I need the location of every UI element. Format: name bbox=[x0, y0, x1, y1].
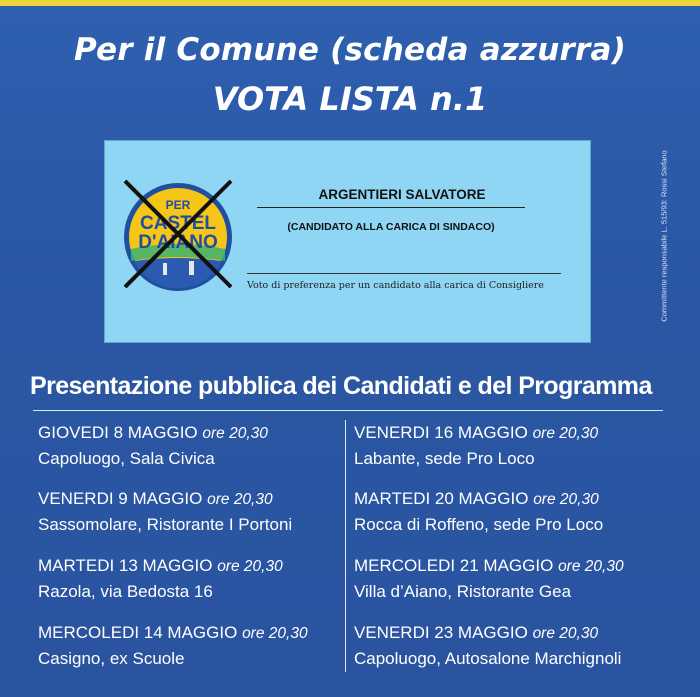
header-line-2: VOTA LISTA n.1 bbox=[212, 80, 488, 118]
event-date: GIOVEDI 8 MAGGIO bbox=[38, 423, 198, 442]
event-place: Casigno, ex Scuole bbox=[38, 649, 185, 668]
event-date: VENERDI 23 MAGGIO bbox=[354, 623, 528, 642]
preference-write-line bbox=[247, 273, 561, 274]
event-place: Capoluogo, Sala Civica bbox=[38, 449, 215, 468]
event-item bbox=[354, 486, 603, 537]
event-time: ore 20,30 bbox=[207, 491, 273, 508]
event-item bbox=[354, 420, 598, 471]
event-time: ore 20,30 bbox=[217, 558, 283, 575]
event-time: ore 20,30 bbox=[202, 425, 268, 442]
top-edge-stripe bbox=[0, 0, 700, 6]
logo-text-bottom: D'AIANO bbox=[138, 232, 218, 253]
event-place: Villa d’Aiano, Ristorante Gea bbox=[354, 582, 572, 601]
event-time: ore 20,30 bbox=[558, 558, 624, 575]
events-column-divider bbox=[345, 420, 346, 672]
event-place: Razola, via Bedosta 16 bbox=[38, 582, 213, 601]
event-item bbox=[38, 620, 308, 671]
event-item bbox=[38, 486, 292, 537]
event-place: Labante, sede Pro Loco bbox=[354, 449, 535, 468]
event-place: Capoluogo, Autosalone Marchignoli bbox=[354, 649, 622, 668]
event-time: ore 20,30 bbox=[242, 625, 308, 642]
logo-tower-1 bbox=[163, 263, 167, 275]
event-item bbox=[38, 553, 283, 604]
event-date: VENERDI 16 MAGGIO bbox=[354, 423, 528, 442]
header-line-1: Per il Comune (scheda azzurra) bbox=[73, 32, 627, 68]
event-item bbox=[38, 420, 268, 471]
event-date: VENERDI 9 MAGGIO bbox=[38, 489, 203, 508]
logo-tower-2 bbox=[189, 261, 194, 275]
candidate-name: ARGENTIERI SALVATORE bbox=[318, 187, 486, 202]
preference-instruction: Voto di preferenza per un candidato alla carica di Consigliere bbox=[247, 280, 544, 291]
logo-text-top: PER bbox=[165, 198, 191, 212]
event-date: MERCOLEDI 21 MAGGIO bbox=[354, 556, 554, 575]
presentations-title-rule bbox=[33, 410, 663, 411]
event-item bbox=[354, 553, 624, 604]
presentations-title: Presentazione pubblica dei Candidati e del Programma bbox=[30, 372, 652, 400]
event-time: ore 20,30 bbox=[533, 491, 599, 508]
event-date: MARTEDI 20 MAGGIO bbox=[354, 489, 529, 508]
event-item bbox=[354, 620, 621, 671]
event-date: MARTEDI 13 MAGGIO bbox=[38, 556, 213, 575]
event-time: ore 20,30 bbox=[532, 425, 599, 442]
candidate-role: (CANDIDATO ALLA CARICA DI SINDACO) bbox=[287, 221, 495, 233]
candidate-name-rule bbox=[257, 207, 525, 208]
event-time: ore 20,30 bbox=[532, 625, 599, 642]
logo-text-mid: CASTEL bbox=[140, 213, 216, 234]
ballot-sample bbox=[104, 140, 591, 343]
list-logo-crossed bbox=[119, 177, 237, 293]
event-date: MERCOLEDI 14 MAGGIO bbox=[38, 623, 238, 642]
event-place: Rocca di Roffeno, sede Pro Loco bbox=[354, 515, 604, 534]
event-place: Sassomolare, Ristorante I Portoni bbox=[38, 515, 293, 534]
legal-notice-text: Committente responsabile L. 515/93: Rossi Stefano bbox=[659, 150, 669, 322]
